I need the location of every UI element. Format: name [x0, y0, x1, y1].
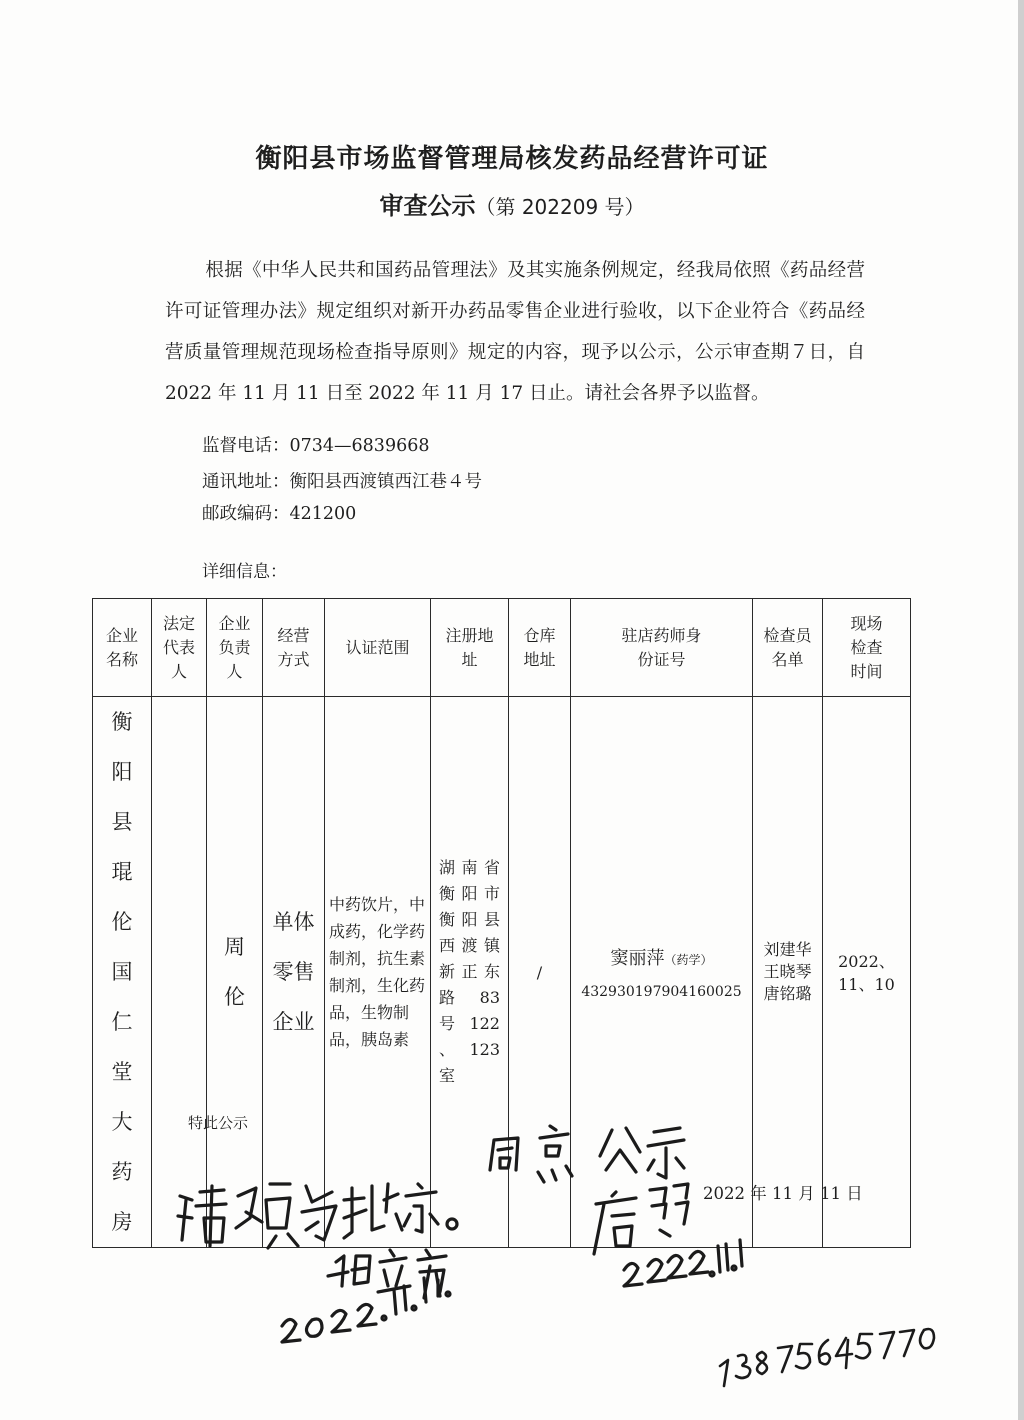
header-inspection-time-text: 现场检查时间: [850, 613, 883, 681]
mailing-address: 通讯地址：衡阳县西渡镇西江巷４号: [202, 472, 482, 492]
subtitle-text: 审查公示: [379, 192, 476, 220]
header-pharmacist-text: 驻店药师身份证号: [621, 625, 702, 669]
header-inspectors-text: 检查员名单: [763, 625, 812, 669]
supervision-phone: 监督电话：0734—6839668: [202, 436, 430, 456]
intro-text: 根据《中华人民共和国药品管理法》及其实施条例规定，经我局依照《药品经营许可证管理办法》规定组织对新开办药品零售企业进行验收，以下企业符合《药品经营质量管理规范现场检查指导原则》规定的内容，现予以公示，公示审查期７日，自 2022 年 11 月 11 日至 2022 年 11 月 17 日止。请社会各界予以监督。: [165, 260, 865, 404]
cell-person-in-charge-text: 周伦: [224, 935, 245, 1009]
inspector-name: 唐铭璐: [763, 984, 812, 1003]
document-number: （第 202209 号）: [475, 195, 645, 219]
header-person-in-charge-text: 企业负责人: [218, 613, 251, 681]
inspector-name: 王晓琴: [763, 962, 812, 981]
header-business-mode-text: 经营方式: [277, 625, 310, 669]
document-title: 衡阳县市场监督管理局核发药品经营许可证: [255, 144, 769, 174]
header-legal-rep-text: 法定代表人: [162, 613, 195, 681]
cell-inspection-time: 2022、11、10: [823, 697, 911, 1248]
cell-reg-address-text: 湖南省衡阳市衡阳县西渡镇新正东路 83 号 122 、123 室: [439, 858, 500, 1085]
handwritten-phone-number: [720, 1329, 934, 1386]
postal-code: 邮政编码：421200: [202, 504, 357, 524]
header-scope: 认证范围: [325, 599, 431, 697]
pharmacist-id-number: 432930197904160025: [581, 984, 742, 1000]
cell-scope-text: 中药饮片，中成药，化学药制剂，抗生素制剂，生化药品，生物制品，胰岛素: [329, 895, 426, 1049]
header-warehouse-text: 仓库地址: [523, 625, 556, 669]
cell-company-text: 衡阳县琨伦国仁堂大药房: [111, 710, 133, 1234]
cell-warehouse: /: [509, 697, 571, 1248]
handwritten-date-right: [624, 1240, 742, 1286]
handwritten-note-right: [490, 1126, 684, 1182]
header-reg-address-text: 注册地址: [445, 625, 494, 669]
handwritten-note-left: [178, 1184, 457, 1248]
pharmacist-qualification: （药学）: [664, 953, 713, 967]
handwritten-signature-right: [594, 1184, 688, 1254]
cell-business-mode-text: 单体零售企业: [272, 910, 315, 1034]
handwritten-signature-left: [328, 1250, 446, 1298]
detail-label: 详细信息：: [202, 562, 287, 582]
header-company-text: 企业名称: [105, 625, 138, 669]
document-date: 2022 年 11 月 11 日: [703, 1184, 863, 1203]
inspector-name: 刘建华: [763, 940, 812, 959]
closing-notice: 特此公示: [188, 1114, 249, 1132]
pharmacist-name: 窦丽萍: [610, 948, 665, 969]
